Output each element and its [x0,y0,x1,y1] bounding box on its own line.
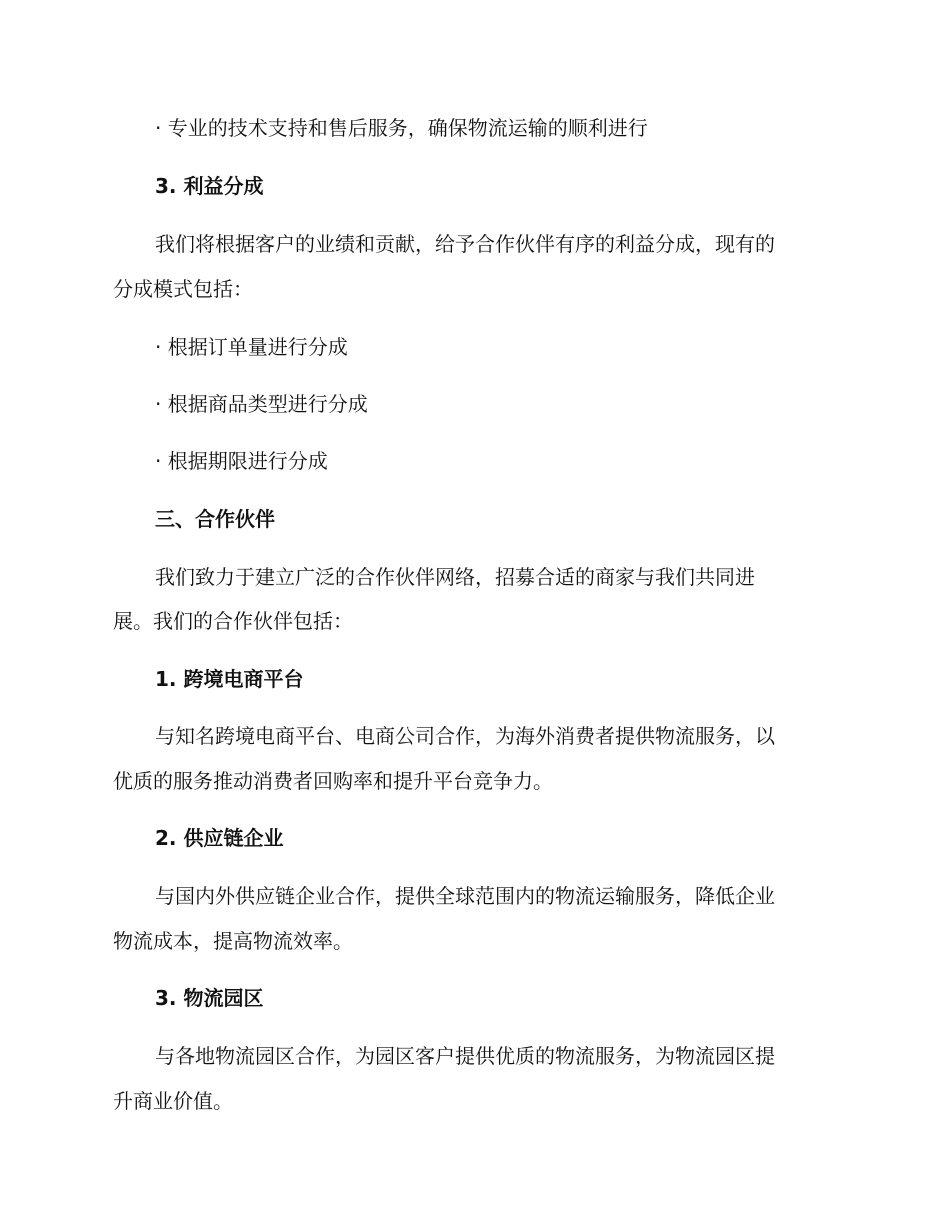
paragraph-cross-border-line-2: 优质的服务推动消费者回购率和提升平台竞争力。 [113,769,553,793]
paragraph-profit-sharing-line-1: 我们将根据客户的业绩和贡献，给予合作伙伴有序的利益分成，现有的 [155,232,775,256]
heading-logistics-park: 3. 物流园区 [155,986,264,1010]
paragraph-partners-line-2: 展。我们的合作伙伴包括： [113,609,353,633]
paragraph-logistics-park-line-2: 升商业价值。 [113,1089,233,1113]
bullet-tech-support: · 专业的技术支持和售后服务，确保物流运输的顺利进行 [155,116,648,140]
bullet-product-type: · 根据商品类型进行分成 [155,392,368,416]
bullet-order-volume: · 根据订单量进行分成 [155,335,348,359]
paragraph-partners-line-1: 我们致力于建立广泛的合作伙伴网络，招募合适的商家与我们共同进 [155,565,755,589]
heading-profit-sharing: 3. 利益分成 [155,174,264,198]
paragraph-cross-border-line-1: 与知名跨境电商平台、电商公司合作，为海外消费者提供物流服务，以 [155,724,775,748]
paragraph-profit-sharing-line-2: 分成模式包括： [113,277,253,301]
heading-supply-chain: 2. 供应链企业 [155,826,284,850]
heading-cross-border: 1. 跨境电商平台 [155,667,304,691]
bullet-term: · 根据期限进行分成 [155,449,328,473]
paragraph-supply-chain-line-2: 物流成本，提高物流效率。 [113,929,353,953]
paragraph-supply-chain-line-1: 与国内外供应链企业合作，提供全球范围内的物流运输服务，降低企业 [155,884,775,908]
paragraph-logistics-park-line-1: 与各地物流园区合作，为园区客户提供优质的物流服务，为物流园区提 [155,1044,775,1068]
heading-partners: 三、合作伙伴 [155,507,275,531]
